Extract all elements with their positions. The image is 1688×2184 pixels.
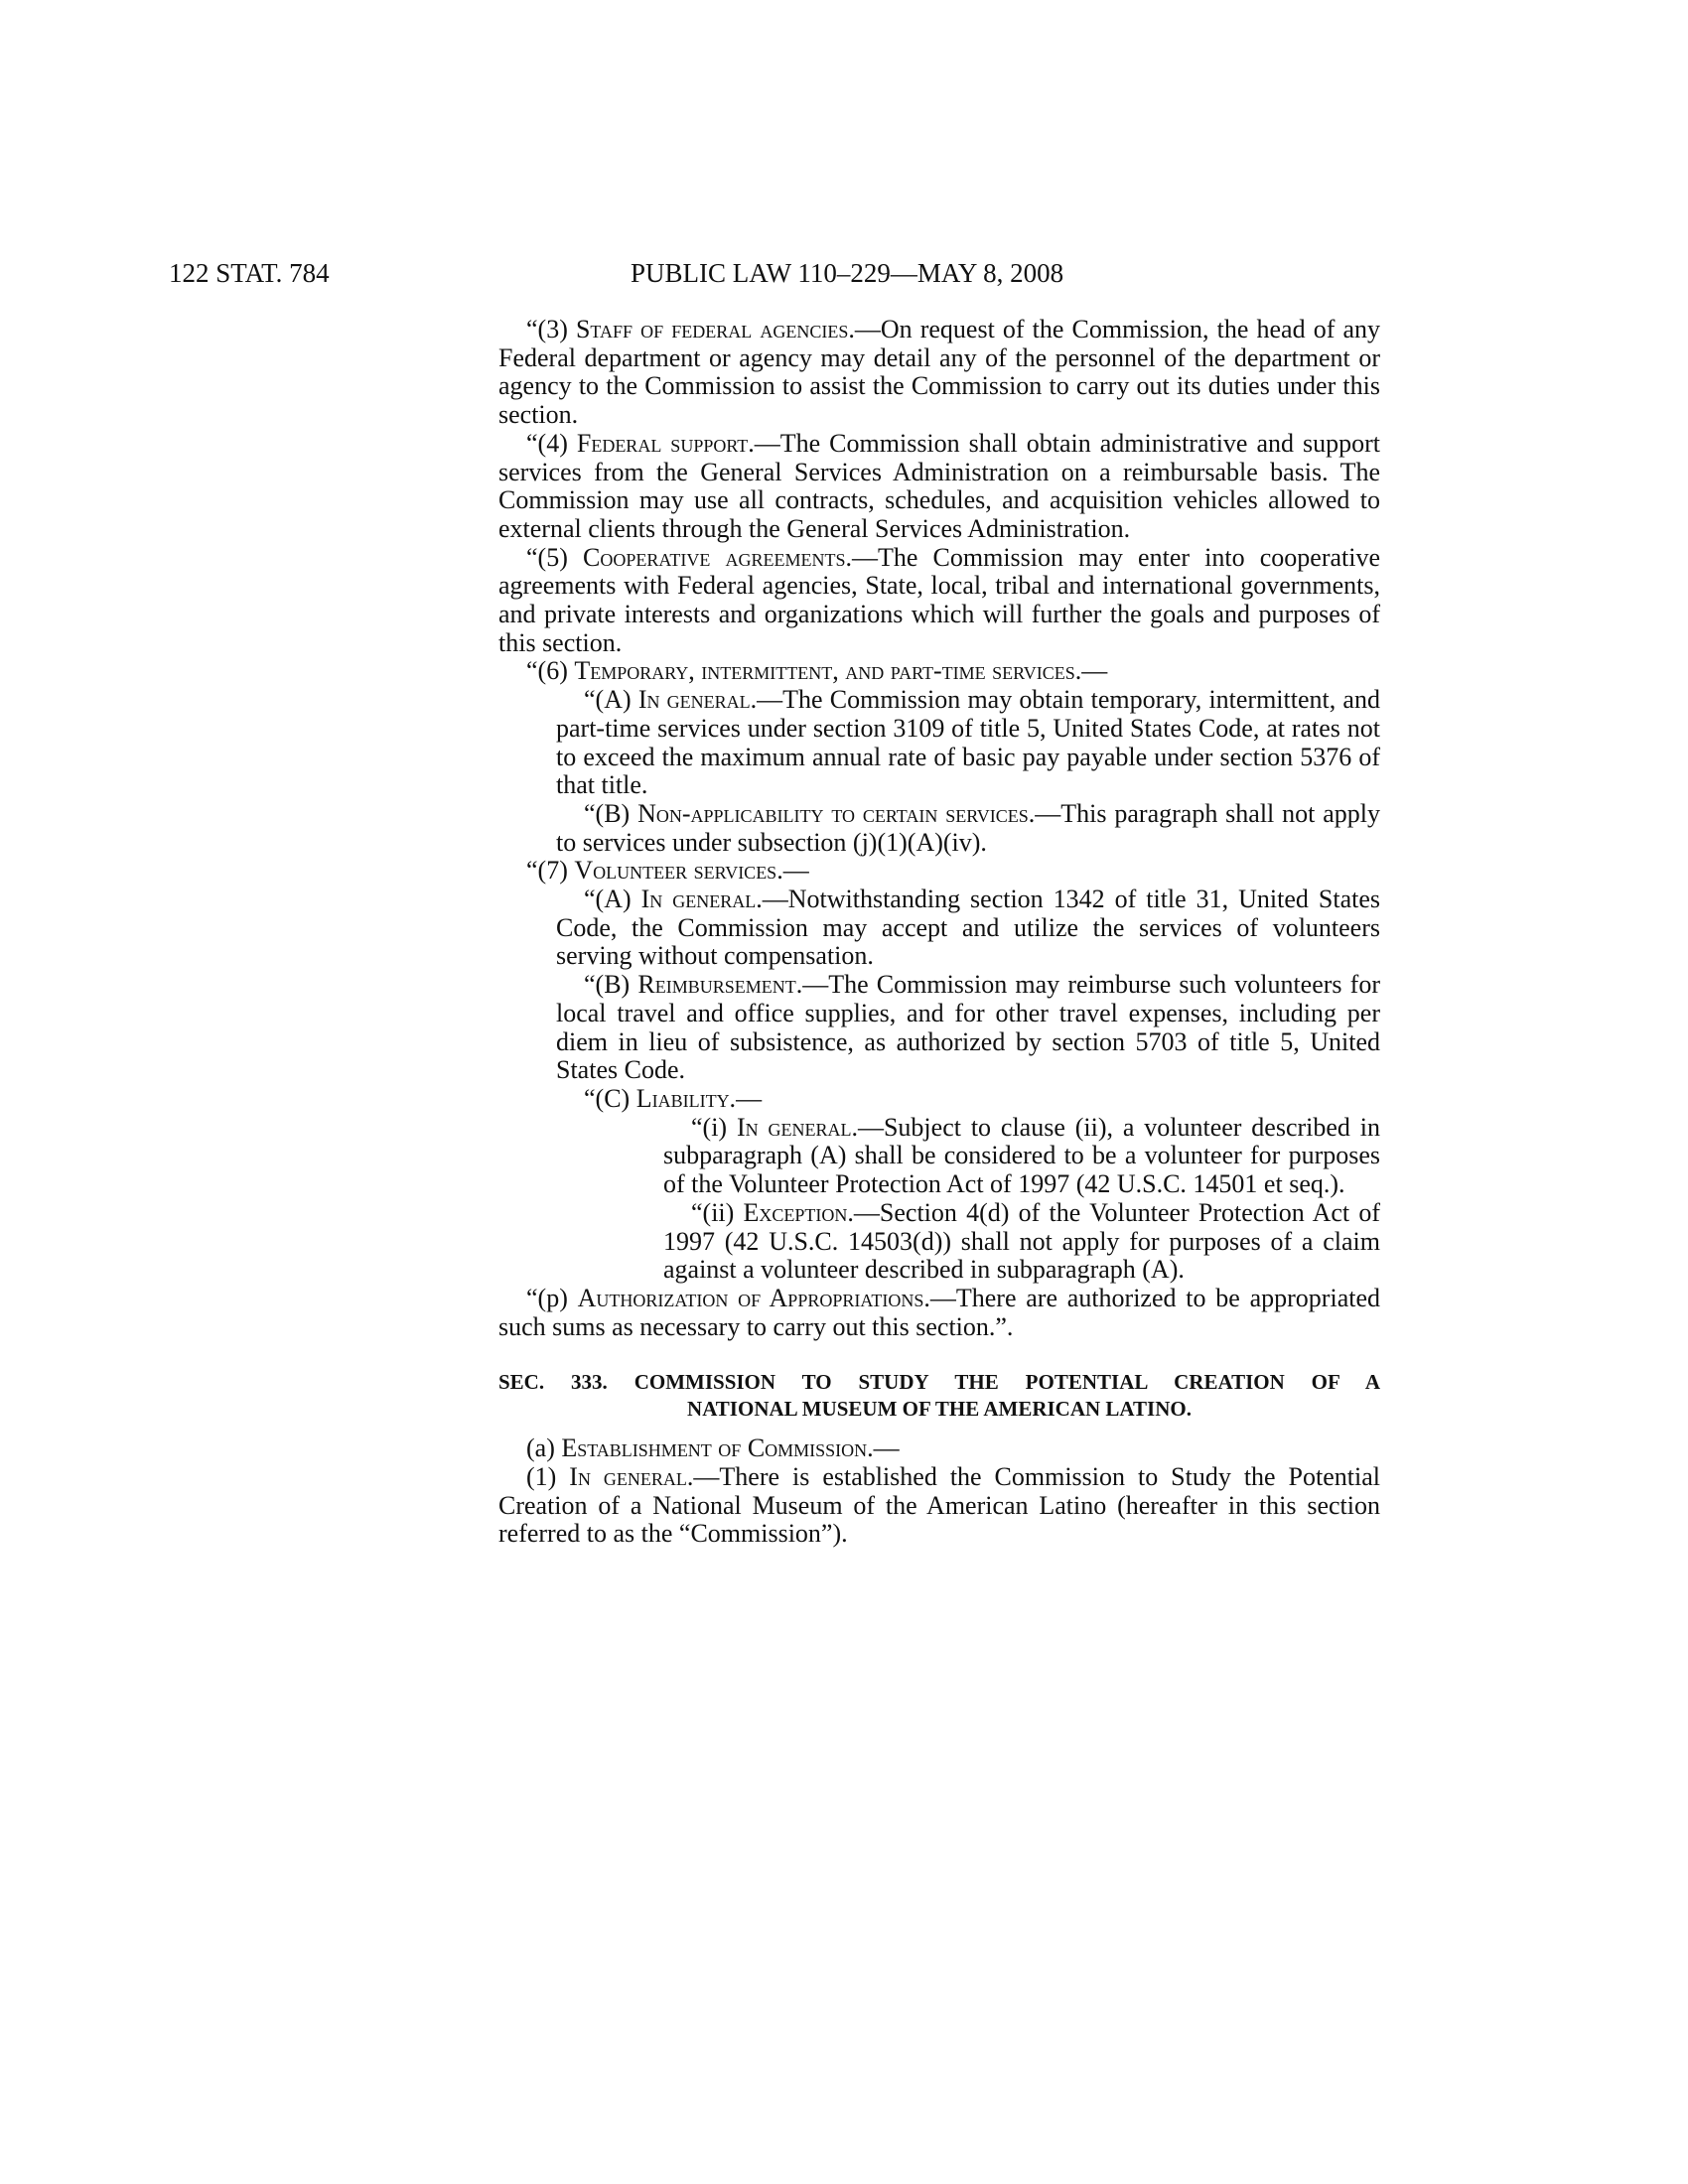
paragraph-heading: Cooperative agreements. xyxy=(583,542,852,572)
document-body xyxy=(0,316,1688,1549)
paragraph-6-a xyxy=(556,686,1380,800)
paragraph-7-b xyxy=(556,971,1380,1085)
paragraph-text: —The Commission shall obtain administrative and support services from the General Services Administration on a reimbursable basis. The Commission may use all contracts, schedules, and acquisition vehicles allowed to external clients through the General Services Administration. xyxy=(498,428,1381,543)
paragraph-4 xyxy=(498,430,1380,544)
public-law-title: PUBLIC LAW 110–229—MAY 8, 2008 xyxy=(631,258,1064,288)
section-heading-line-1: SEC. 333. COMMISSION TO STUDY THE POTENTIAL CREATION OF A xyxy=(498,1370,1380,1395)
paragraph-heading: In general. xyxy=(569,1462,694,1492)
paragraph-number: “(7) xyxy=(526,856,575,886)
paragraph-text: —Section 4(d) of the Volunteer Protection Act of 1997 (42 U.S.C. 14503(d)) shall not apply for purposes of a claim against a volunteer described in subparagraph (A). xyxy=(663,1197,1380,1285)
paragraph-number: “(B) xyxy=(584,798,638,828)
page-header xyxy=(0,253,1688,293)
paragraph-text: —This paragraph shall not apply to services under subsection (j)(1)(A)(iv). xyxy=(556,798,1380,857)
paragraph-number: “(A) xyxy=(584,685,638,715)
paragraph-heading: Authorization of Appropriations. xyxy=(577,1283,930,1312)
paragraph-heading: Establishment of Commission. xyxy=(561,1433,874,1463)
paragraph-3 xyxy=(498,316,1380,430)
paragraph-text: —The Commission may enter into cooperative agreements with Federal agencies, State, local, tribal and international governments, and private interests and organizations which will further the goals and purposes of this section. xyxy=(498,542,1380,657)
paragraph-7-a xyxy=(556,886,1380,971)
paragraph-heading: Volunteer services. xyxy=(574,856,783,886)
paragraph-6 xyxy=(498,657,1380,686)
paragraph-heading: Staff of federal agencies. xyxy=(575,315,855,343)
section-heading xyxy=(498,1369,1380,1423)
paragraph-text: —There is established the Commission to Study the Potential Creation of a National Museum of the American Latino (hereafter in this section referred to as the “Commission”). xyxy=(498,1462,1380,1549)
paragraph-number: (a) xyxy=(526,1433,562,1463)
paragraph-text: —The Commission may reimburse such volunteers for local travel and office supplies, and for other travel expenses, including per diem in lieu of subsistence, as authorized by section 5703 of title 5, United States Code. xyxy=(556,970,1381,1085)
paragraph-text: —There are authorized to be appropriated such sums as necessary to carry out this section.”. xyxy=(498,1283,1380,1341)
paragraph-text: —Notwithstanding section 1342 of title 31, United States Code, the Commission may accept and utilize the services of volunteers serving without compensation. xyxy=(556,885,1380,971)
paragraph-number: “(i) xyxy=(691,1112,737,1142)
paragraph-text: — xyxy=(736,1083,763,1113)
paragraph-heading: Non-applicability to certain services. xyxy=(637,798,1036,828)
paragraph-text: — xyxy=(873,1433,900,1463)
statute-page-number: 122 STAT. 784 xyxy=(169,258,330,288)
clause-7-c-ii xyxy=(663,1199,1380,1285)
paragraph-number: “(B) xyxy=(584,970,638,1000)
paragraph-number: (1) xyxy=(526,1462,570,1492)
section-heading-line-2: NATIONAL MUSEUM OF THE AMERICAN LATINO. xyxy=(687,1397,1192,1422)
paragraph-number: “(4) xyxy=(526,428,577,458)
paragraph-text: —On request of the Commission, the head of any Federal department or agency may detail any of the personnel of the department or agency to the Commission to assist the Commission to carry out its duties under this section. xyxy=(498,315,1381,430)
paragraph-number: “(p) xyxy=(526,1283,578,1312)
paragraph-number: “(6) xyxy=(526,656,575,686)
paragraph-text: — xyxy=(1081,656,1108,686)
paragraph-text: — xyxy=(782,856,809,886)
paragraph-6-b xyxy=(556,800,1380,857)
paragraph-heading: Liability. xyxy=(635,1083,737,1113)
paragraph-heading: In general. xyxy=(637,685,758,715)
paragraph-number: “(5) xyxy=(526,542,583,572)
clause-7-c-i xyxy=(663,1114,1380,1199)
subsection-p xyxy=(498,1285,1380,1341)
paragraph-heading: In general. xyxy=(640,885,763,914)
subsection-a xyxy=(498,1434,1380,1463)
paragraph-heading: Temporary, intermittent, and part-time services. xyxy=(574,656,1082,686)
paragraph-text: —Subject to clause (ii), a volunteer described in subparagraph (A) shall be considered to be a volunteer for purposes of the Volunteer Protection Act of 1997 (42 U.S.C. 14501 et seq.). xyxy=(663,1112,1380,1199)
paragraph-text: —The Commission may obtain temporary, intermittent, and part-time services under section 3109 of title 5, United States Code, at rates not to exceed the maximum annual rate of basic pay payable under section 5376 of that title. xyxy=(556,685,1380,800)
paragraph-7-c xyxy=(556,1085,1380,1114)
paragraph-7 xyxy=(498,857,1380,886)
paragraph-heading: Exception. xyxy=(743,1197,854,1227)
paragraph-number: “(3) xyxy=(526,315,576,343)
subsection-a-1 xyxy=(498,1463,1380,1549)
paragraph-number: “(C) xyxy=(584,1083,636,1113)
paragraph-heading: Reimbursement. xyxy=(637,970,803,1000)
paragraph-number: “(ii) xyxy=(691,1197,744,1227)
paragraph-heading: Federal support. xyxy=(576,428,755,458)
paragraph-5 xyxy=(498,544,1380,658)
paragraph-heading: In general. xyxy=(736,1112,858,1142)
paragraph-number: “(A) xyxy=(584,885,641,914)
